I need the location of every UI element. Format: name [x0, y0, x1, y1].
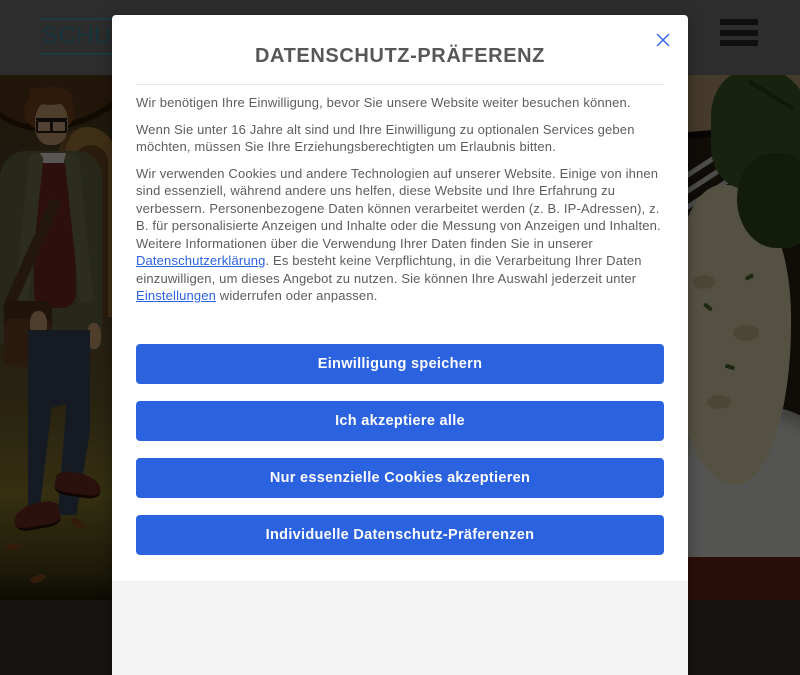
doorway-background	[58, 127, 116, 317]
privacy-policy-link[interactable]: Datenschutzerklärung	[136, 253, 266, 268]
consent-paragraph-2: Wenn Sie unter 16 Jahre alt sind und Ihre Einwilligung zu optionalen Services geben möchten, müssen Sie Ihre Erziehungsberechtigten um Erlaubnis bitten.	[136, 121, 635, 154]
consent-paragraph-1: Wir benötigen Ihre Einwilligung, bevor Sie unsere Website weiter besuchen können.	[136, 95, 631, 110]
fork-icon	[685, 141, 739, 211]
close-icon[interactable]	[654, 31, 672, 49]
save-consent-button[interactable]: Einwilligung speichern	[136, 344, 664, 384]
tree-branch	[0, 75, 116, 132]
title-divider	[136, 84, 664, 85]
hamburger-menu-icon[interactable]	[720, 19, 758, 46]
consent-text-scroll-area[interactable]	[136, 94, 664, 333]
essential-only-button[interactable]: Nur essenzielle Cookies akzeptieren	[136, 458, 664, 498]
glasses-icon	[36, 118, 67, 128]
settings-link[interactable]: Einstellungen	[136, 288, 217, 303]
food-photo	[685, 75, 800, 600]
plate	[685, 405, 800, 600]
consent-paragraph-3: Wir verwenden Cookies und andere Technologien auf unserer Website. Einige von ihnen sind essenziell, während andere uns helfen, diese Website und Ihre Erfahrung zu verbessern. Personenbezogene Daten können verarbeitet werden (z. B. IP-Adressen), z. B. für personalisierte Anzeigen und Inhalte oder die Messung von Anzeigen und Inhalten. Weitere Informationen über die Verwendung Ihrer Daten finden Sie in unserer Datenschutzerklärung. Es besteht keine Verpflichtung, in die Verarbeitung Ihrer Daten einzuwilligen, um dieses Angebot zu nutzen. Sie können Ihre Auswahl jederzeit unter Einstellungen widerrufen oder anpassen.	[136, 165, 661, 303]
consent-buttons	[136, 344, 664, 572]
scroll-fade	[136, 303, 664, 333]
cartoon-character	[0, 75, 116, 600]
table-edge	[685, 557, 800, 600]
dialog-title: DATENSCHUTZ-PRÄFERENZ	[255, 45, 545, 67]
table-background	[685, 75, 800, 133]
individual-preferences-button[interactable]: Individuelle Datenschutz-Präferenzen	[136, 515, 664, 555]
dialog-footer	[112, 581, 688, 675]
game-scene-illustration	[0, 75, 116, 600]
satchel-bag	[4, 301, 52, 367]
site-logo[interactable]: SCHU	[40, 18, 280, 55]
basil-leaves	[711, 75, 800, 189]
accept-all-button[interactable]: Ich akzeptiere alle	[136, 401, 664, 441]
privacy-consent-dialog	[112, 15, 688, 675]
risotto	[685, 185, 791, 485]
